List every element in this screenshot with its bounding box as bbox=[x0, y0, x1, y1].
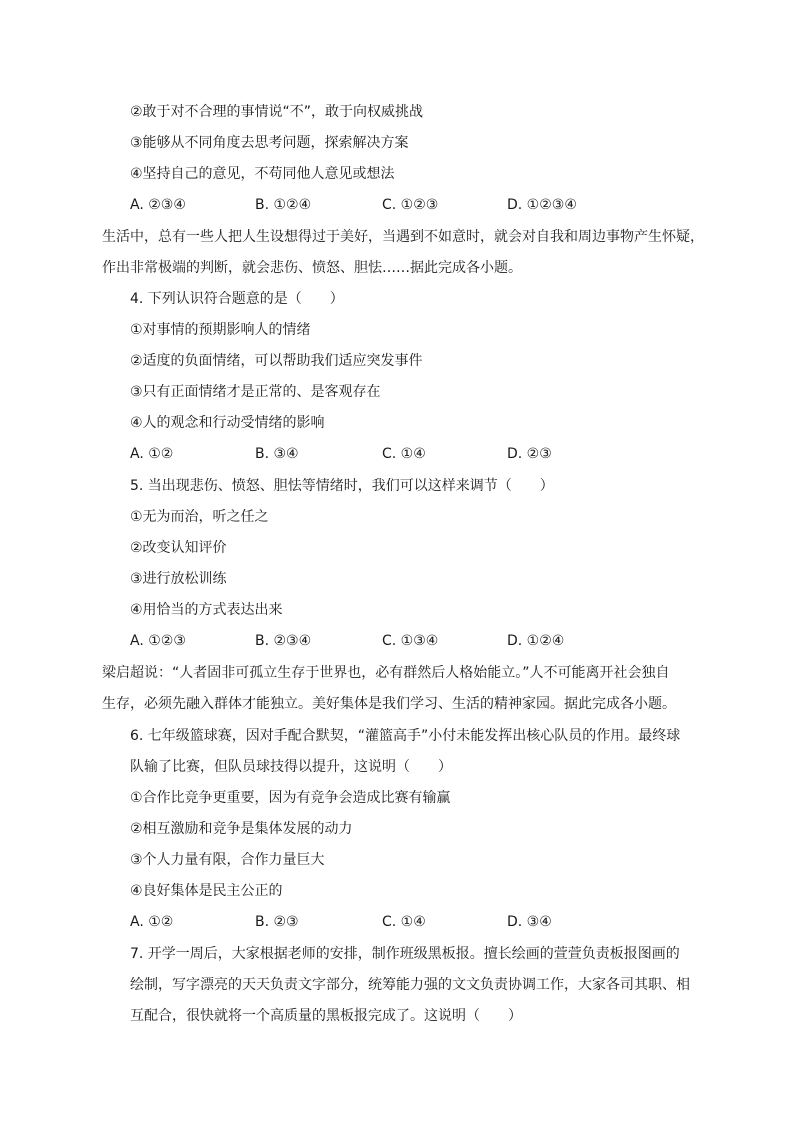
passage1-line-2: 作出非常极端的判断，就会悲伤、愤怒、胆怯……据此完成各小题。 bbox=[102, 260, 522, 276]
passage2-line-1: 梁启超说：“人者固非可孤立生存于世界也，必有群然后人格始能立。”人不可能离开社会独自 bbox=[102, 665, 670, 681]
q6-item-4: ④良好集体是民主公正的 bbox=[130, 883, 283, 899]
q6-stem-line-1: 6. 七年级篮球赛，因对手配合默契，“灌篮高手”小付未能发挥出核心队员的作用。最终球 bbox=[130, 728, 681, 744]
q4-item-4: ④人的观念和行动受情绪的影响 bbox=[130, 415, 325, 431]
passage1-line-1: 生活中，总有一些人把人生设想得过于美好，当遇到不如意时，就会对自我和周边事物产生怀疑， bbox=[102, 229, 704, 245]
q5-item-3: ③进行放松训练 bbox=[130, 571, 227, 587]
q3-item-3: ③能够从不同角度去思考问题，探索解决方案 bbox=[130, 135, 409, 151]
q5-option-b: B. ②③④ bbox=[255, 633, 312, 649]
q5-option-c: C. ①③④ bbox=[382, 633, 439, 649]
q5-item-2: ②改变认知评价 bbox=[130, 540, 227, 556]
q3-option-a: A. ②③④ bbox=[130, 197, 186, 213]
q5-item-1: ①无为而治，听之任之 bbox=[130, 509, 269, 525]
q6-item-2: ②相互激励和竞争是集体发展的动力 bbox=[130, 821, 353, 837]
q5-stem: 5. 当出现悲伤、愤怒、胆怯等情绪时，我们可以这样来调节（ ） bbox=[130, 478, 554, 494]
q5-option-a: A. ①②③ bbox=[130, 633, 186, 649]
q3-option-d: D. ①②③④ bbox=[507, 197, 577, 213]
q4-stem: 4. 下列认识符合题意的是（ ） bbox=[130, 291, 344, 307]
q6-item-3: ③个人力量有限，合作力量巨大 bbox=[130, 852, 325, 868]
q6-item-1: ①合作比竞争更重要，因为有竞争会造成比赛有输赢 bbox=[130, 790, 451, 806]
q4-item-2: ②适度的负面情绪，可以帮助我们适应突发事件 bbox=[130, 353, 423, 369]
q4-option-a: A. ①② bbox=[130, 446, 174, 462]
q3-item-4: ④坚持自己的意见，不苟同他人意见或想法 bbox=[130, 166, 395, 182]
q7-stem-line-2: 绘制，写字漂亮的天天负责文字部分，统筹能力强的文文负责协调工作，大家各司其职、相 bbox=[130, 977, 690, 993]
q4-option-c: C. ①④ bbox=[382, 446, 426, 462]
q6-stem-line-2: 队输了比赛，但队员球技得以提升，这说明（ ） bbox=[130, 759, 452, 775]
q4-item-3: ③只有正面情绪才是正常的、是客观存在 bbox=[130, 384, 381, 400]
q4-option-b: B. ③④ bbox=[255, 446, 299, 462]
q6-option-a: A. ①② bbox=[130, 914, 174, 930]
passage2-line-2: 生存，必须先融入群体才能独立。美好集体是我们学习、生活的精神家园。据此完成各小题。 bbox=[102, 696, 676, 712]
q5-item-4: ④用恰当的方式表达出来 bbox=[130, 602, 283, 618]
q7-stem-line-3: 互配合，很快就将一个高质量的黑板报完成了。这说明（ ） bbox=[130, 1008, 522, 1024]
q5-option-d: D. ①②④ bbox=[507, 633, 565, 649]
q4-option-d: D. ②③ bbox=[507, 446, 552, 462]
q6-option-d: D. ③④ bbox=[507, 914, 552, 930]
q3-option-b: B. ①②④ bbox=[255, 197, 312, 213]
q7-stem-line-1: 7. 开学一周后，大家根据老师的安排，制作班级黑板报。擅长绘画的萱萱负责板报图画的 bbox=[130, 946, 680, 962]
q4-item-1: ①对事情的预期影响人的情绪 bbox=[130, 322, 311, 338]
q6-option-c: C. ①④ bbox=[382, 914, 426, 930]
q3-item-2: ②敢于对不合理的事情说“不”，敢于向权威挑战 bbox=[130, 104, 424, 120]
q6-option-b: B. ②③ bbox=[255, 914, 299, 930]
q3-option-c: C. ①②③ bbox=[382, 197, 439, 213]
